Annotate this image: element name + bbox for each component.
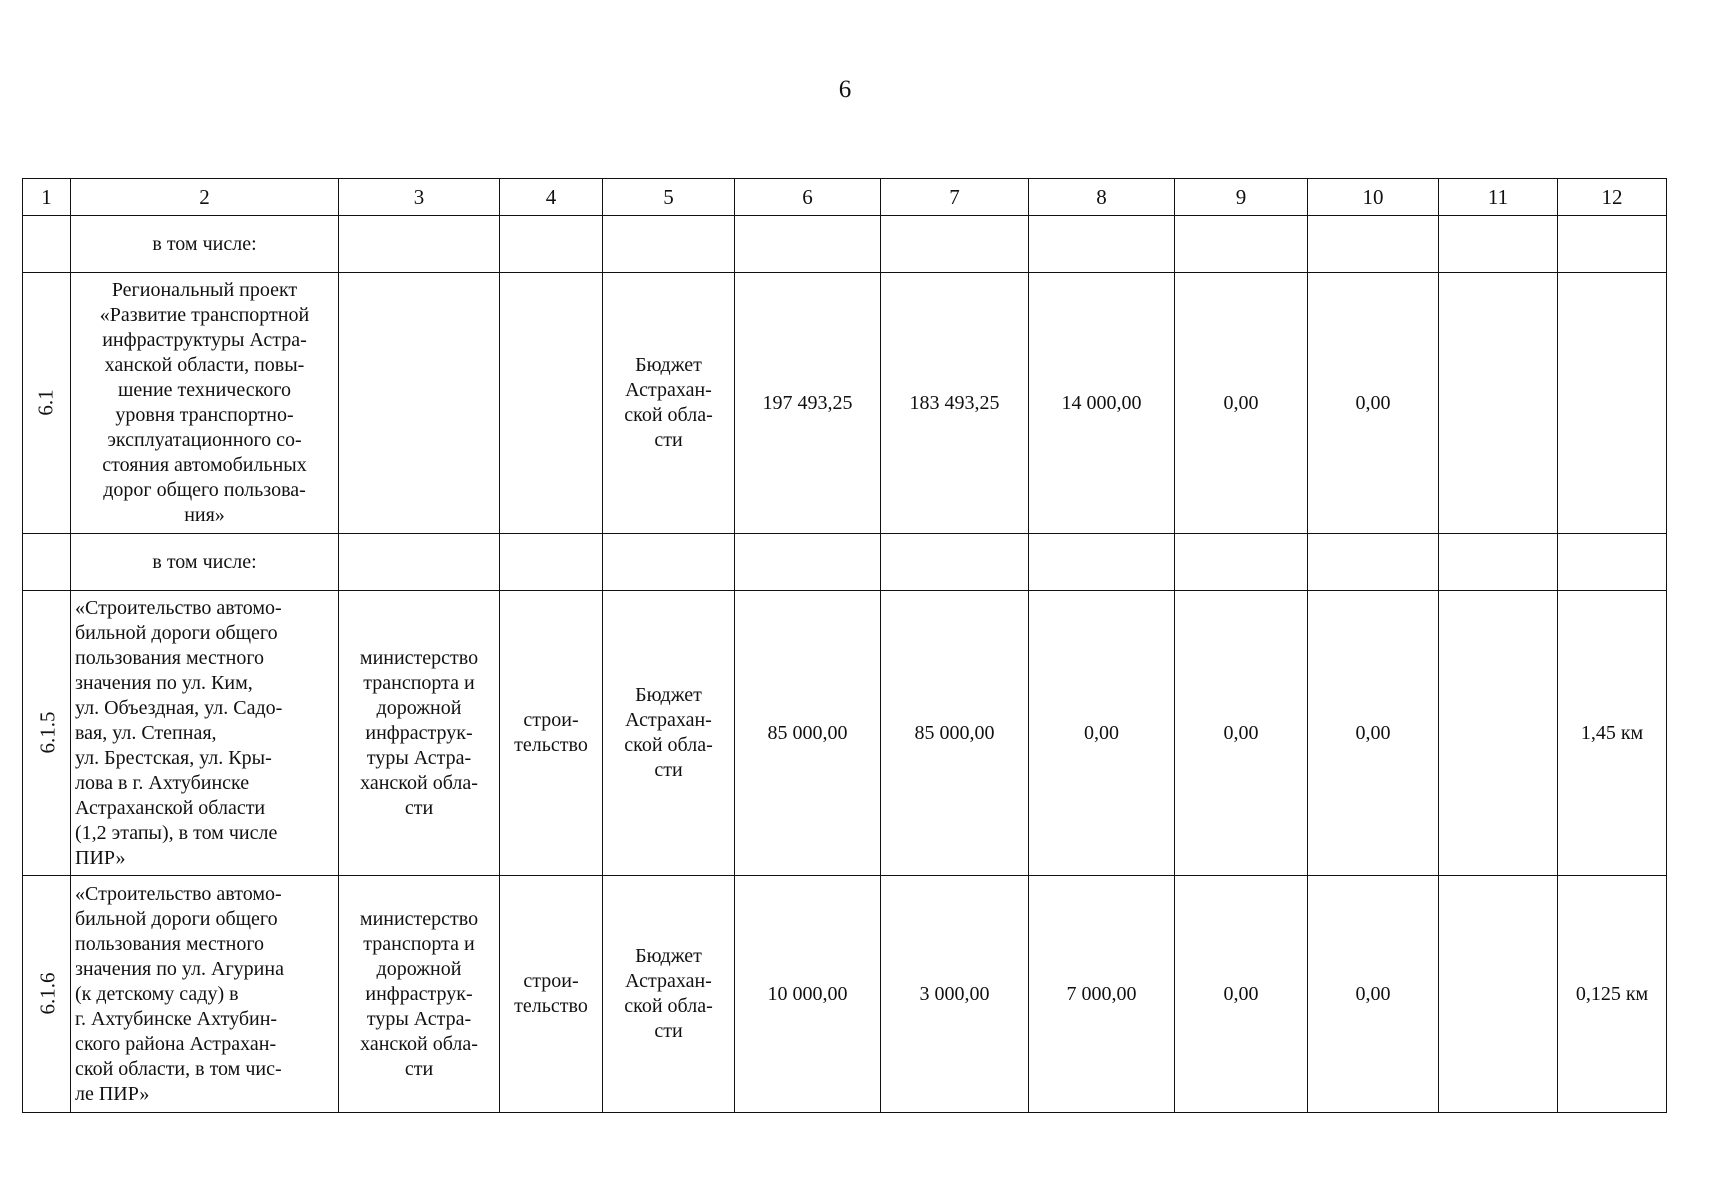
value-cell: 0,00 [1175, 591, 1308, 876]
name-line: эксплуатационного со- [107, 429, 302, 451]
value-cell [1439, 591, 1558, 876]
column-header: 3 [339, 179, 500, 216]
name-line: лова в г. Ахтубинске [75, 771, 250, 794]
name-line: ния» [184, 504, 225, 526]
subheading-label: в том числе: [71, 216, 339, 273]
name-line: инфраструктуры Астра- [102, 329, 307, 351]
name-line: стояния автомобильных [102, 454, 307, 476]
column-header: 6 [735, 179, 881, 216]
value-cell: 0,00 [1029, 591, 1175, 876]
value-cell: 14 000,00 [1029, 273, 1175, 534]
funding-source-cell: Бюджет Астрахан- ской обла- сти [603, 876, 735, 1113]
value-cell [1439, 273, 1558, 534]
column-header: 1 [23, 179, 71, 216]
name-line: «Развитие транспортной [99, 304, 310, 326]
row-number: 6.1 [34, 389, 58, 416]
name-line: шение технического [117, 379, 292, 401]
subheading-row [23, 534, 1667, 591]
table-row [23, 273, 1667, 534]
name-line: «Строительство автомо- [75, 882, 282, 905]
row-number: 6.1.5 [35, 711, 60, 754]
row-number-cell [23, 273, 71, 534]
name-line: бильной дороги общего [75, 621, 278, 644]
name-line: ПИР» [75, 846, 126, 869]
value-cell: 7 000,00 [1029, 876, 1175, 1113]
column-number-row [23, 179, 1667, 216]
work-type-cell: строи- тельство [500, 876, 603, 1113]
page-number: 6 [838, 76, 852, 103]
column-header: 11 [1439, 179, 1558, 216]
name-line: пользования местного [75, 932, 265, 955]
project-name-cell [71, 876, 339, 1113]
value-cell: 197 493,25 [735, 273, 881, 534]
value-cell: 0,00 [1308, 876, 1439, 1113]
name-line: Региональный проект [111, 279, 298, 301]
column-header: 7 [881, 179, 1029, 216]
column-header: 5 [603, 179, 735, 216]
executor-cell: министерство транспорта и дорожной инфраструк- туры Астра- ханской обла- сти [339, 591, 500, 876]
name-line: уровня транспортно- [115, 404, 294, 426]
row-number-cell [23, 876, 71, 1113]
name-line: значения по ул. Агурина [75, 957, 284, 980]
table-row [23, 591, 1667, 876]
value-cell: 0,00 [1308, 591, 1439, 876]
name-line: бильной дороги общего [75, 907, 278, 930]
column-header: 4 [500, 179, 603, 216]
value-cell: 183 493,25 [881, 273, 1029, 534]
name-line: вая, ул. Степная, [75, 721, 217, 744]
funding-source-cell: Бюджет Астрахан- ской обла- сти [603, 591, 735, 876]
name-line: значения по ул. Ким, [75, 671, 253, 694]
name-line: (к детскому саду) в [75, 982, 239, 1005]
name-line: ханской области, повы- [104, 354, 305, 376]
name-line: ле ПИР» [75, 1082, 150, 1105]
subheading-row [23, 216, 1667, 273]
executor-cell: министерство транспорта и дорожной инфраструк- туры Астра- ханской обла- сти [339, 876, 500, 1113]
name-line: «Строительство автомо- [75, 596, 282, 619]
value-cell: 0,00 [1175, 273, 1308, 534]
indicator-cell: 0,125 км [1558, 876, 1667, 1113]
project-name-cell [71, 273, 339, 534]
indicator-cell [1558, 273, 1667, 534]
name-line: ул. Брестская, ул. Кры- [75, 746, 272, 769]
column-header: 8 [1029, 179, 1175, 216]
column-header: 12 [1558, 179, 1667, 216]
row-number-cell [23, 591, 71, 876]
value-cell: 0,00 [1175, 876, 1308, 1113]
value-cell: 10 000,00 [735, 876, 881, 1113]
name-line: ского района Астрахан- [75, 1032, 277, 1055]
value-cell: 0,00 [1308, 273, 1439, 534]
value-cell: 3 000,00 [881, 876, 1029, 1113]
name-line: ул. Объездная, ул. Садо- [75, 696, 283, 719]
name-line: пользования местного [75, 646, 265, 669]
name-line: ской области, в том чис- [75, 1057, 282, 1080]
column-header: 9 [1175, 179, 1308, 216]
name-line: (1,2 этапы), в том числе [75, 821, 278, 844]
column-header: 2 [71, 179, 339, 216]
value-cell [1439, 876, 1558, 1113]
name-line: дорог общего пользова- [103, 479, 306, 501]
name-line: г. Ахтубинске Ахтубин- [75, 1007, 278, 1030]
work-type-cell [500, 273, 603, 534]
row-number: 6.1.6 [35, 972, 60, 1015]
column-header: 10 [1308, 179, 1439, 216]
indicator-cell: 1,45 км [1558, 591, 1667, 876]
project-name-cell [71, 591, 339, 876]
name-line: Астраханской области [75, 796, 266, 819]
value-cell: 85 000,00 [881, 591, 1029, 876]
table-row [23, 876, 1667, 1113]
work-type-cell: строи- тельство [500, 591, 603, 876]
value-cell: 85 000,00 [735, 591, 881, 876]
subheading-label: в том числе: [71, 534, 339, 591]
executor-cell [339, 273, 500, 534]
program-table [22, 178, 1667, 1113]
funding-source-cell: Бюджет Астрахан- ской обла- сти [603, 273, 735, 534]
